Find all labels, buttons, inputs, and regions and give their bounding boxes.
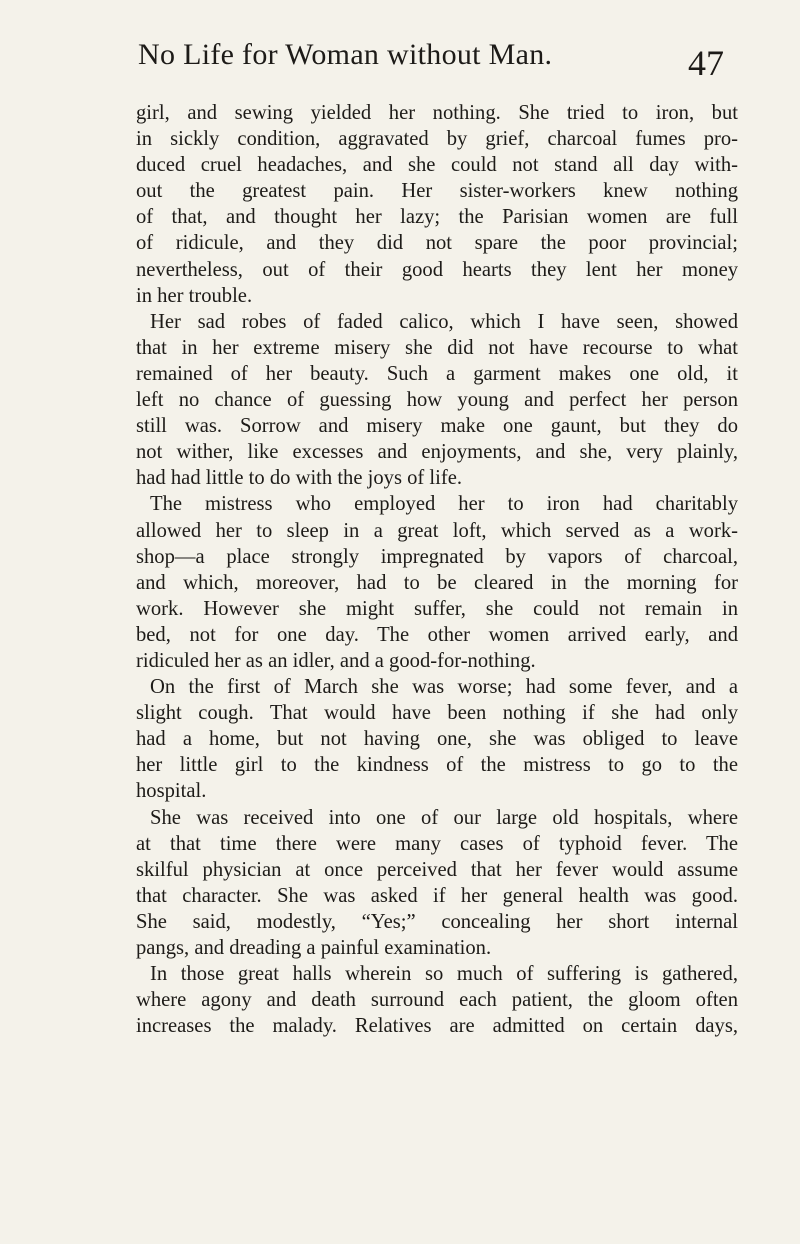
text-line: skilful physician at once perceived that her fever would assume: [136, 858, 738, 881]
text-line: where agony and death surround each patient, the gloom often: [136, 989, 738, 1012]
text-line: duced cruel headaches, and she could not stand all day with-: [136, 154, 738, 177]
text-line: On the first of March she was worse; had some fever, and a: [150, 676, 738, 699]
text-line: allowed her to sleep in a great loft, which served as a work-: [136, 519, 738, 542]
text-line: The mistress who employed her to iron had charitably: [150, 493, 738, 516]
text-line: slight cough. That would have been nothing if she had only: [136, 702, 738, 725]
text-line: She said, modestly, “Yes;” concealing her short internal: [136, 910, 738, 933]
running-title: No Life for Woman without Man.: [138, 38, 553, 71]
text-line: her little girl to the kindness of the mistress to go to the: [136, 754, 738, 777]
text-line: had a home, but not having one, she was obliged to leave: [136, 728, 738, 751]
text-line: shop—a place strongly impregnated by vapors of charcoal,: [136, 545, 738, 568]
text-line: and which, moreover, had to be cleared in the morning for: [136, 571, 738, 594]
text-line: not wither, like excesses and enjoyments, and she, very plainly,: [136, 441, 738, 464]
text-line: out the greatest pain. Her sister-workers knew nothing: [136, 180, 738, 203]
text-line: increases the malady. Relatives are admitted on certain days,: [136, 1015, 738, 1038]
text-line: bed, not for one day. The other women arrived early, and: [136, 623, 738, 646]
text-line: work. However she might suffer, she could not remain in: [136, 597, 738, 620]
text-line: in sickly condition, aggravated by grief, charcoal fumes pro-: [136, 128, 738, 151]
text-line: remained of her beauty. Such a garment makes one old, it: [136, 362, 738, 385]
text-line: of ridicule, and they did not spare the poor provincial;: [136, 232, 738, 255]
text-line: She was received into one of our large old hospitals, where: [150, 806, 738, 829]
text-line: that in her extreme misery she did not have recourse to what: [136, 336, 738, 359]
text-line: nevertheless, out of their good hearts they lent her money: [136, 258, 738, 281]
page-number: 47: [688, 43, 724, 83]
text-line: left no chance of guessing how young and perfect her person: [136, 389, 738, 412]
text-line: pangs, and dreading a painful examination.: [136, 937, 492, 959]
text-line: had had little to do with the joys of life.: [136, 467, 463, 490]
text-line: that character. She was asked if her general health was good.: [136, 884, 738, 907]
text-line: at that time there were many cases of typhoid fever. The: [136, 832, 738, 855]
text-line: Her sad robes of faded calico, which I have seen, showed: [150, 310, 738, 333]
page-header: [138, 38, 738, 94]
text-line: In those great halls wherein so much of suffering is gathered,: [150, 963, 738, 986]
body-text: [136, 100, 738, 1039]
text-line: still was. Sorrow and misery make one gaunt, but they do: [136, 415, 738, 438]
text-line: hospital.: [136, 780, 207, 803]
text-line: of that, and thought her lazy; the Parisian women are full: [136, 206, 738, 229]
text-line: in her trouble.: [136, 284, 253, 307]
text-line: girl, and sewing yielded her nothing. She tried to iron, but: [136, 102, 738, 124]
text-line: ridiculed her as an idler, and a good-for-nothing.: [136, 649, 536, 672]
